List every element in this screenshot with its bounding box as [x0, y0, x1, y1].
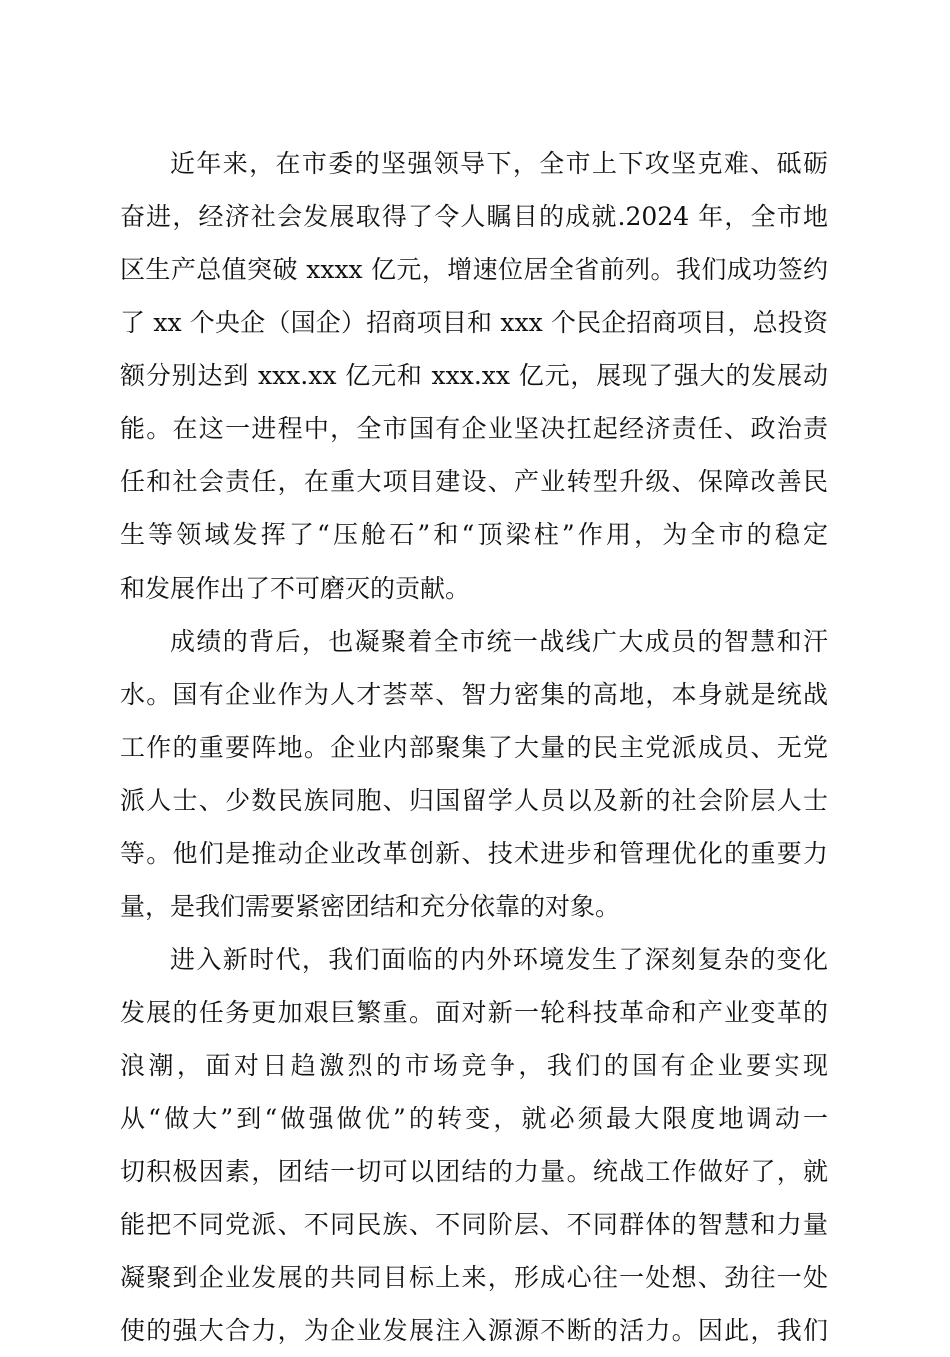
text-line: 成绩的背后，也凝聚着全市统一战线广大成员的智慧和汗 [170, 626, 828, 656]
paragraph-1 [120, 137, 828, 615]
text-line: 派人士、少数民族同胞、归国留学人员以及新的社会阶层人士 [120, 785, 828, 815]
document-body [120, 137, 828, 1357]
text-line: 生等领域发挥了“压舱石”和“顶梁柱”作用，为全市的稳定 [120, 520, 828, 550]
text-line: 工作的重要阵地。企业内部聚集了大量的民主党派成员、无党 [120, 732, 828, 762]
text-line: 等。他们是推动企业改革创新、技术进步和管理优化的重要力 [120, 838, 828, 868]
text-line: 能。在这一进程中，全市国有企业坚决扛起经济责任、政治责 [120, 414, 828, 444]
text-line: 从“做大”到“做强做优”的转变，就必须最大限度地调动一 [120, 1104, 828, 1134]
text-line: 奋进，经济社会发展取得了令人瞩目的成就.2024 年，全市地 [120, 202, 828, 232]
text-line: 了 xx 个央企（国企）招商项目和 xxx 个民企招商项目，总投资 [120, 308, 828, 338]
text-line: 近年来，在市委的坚强领导下，全市上下攻坚克难、砥砺 [170, 149, 828, 178]
text-line: 和发展作出了不可磨灭的贡献。 [120, 573, 471, 603]
paragraph-2 [120, 615, 828, 933]
text-line: 能把不同党派、不同民族、不同阶层、不同群体的智慧和力量 [120, 1210, 828, 1240]
paragraph-3 [120, 933, 828, 1357]
text-line: 水。国有企业作为人才荟萃、智力密集的高地，本身就是统战 [120, 679, 828, 709]
text-line: 量，是我们需要紧密团结和充分依靠的对象。 [120, 891, 621, 921]
text-line: 区生产总值突破 xxxx 亿元，增速位居全省前列。我们成功签约 [120, 255, 828, 285]
text-line: 使的强大合力，为企业发展注入源源不断的活力。因此，我们 [120, 1316, 828, 1346]
text-line: 浪潮，面对日趋激烈的市场竞争，我们的国有企业要实现 [120, 1051, 828, 1081]
text-line: 进入新时代，我们面临的内外环境发生了深刻复杂的变化 [170, 944, 828, 974]
text-line: 任和社会责任，在重大项目建设、产业转型升级、保障改善民 [120, 467, 828, 497]
text-line: 切积极因素，团结一切可以团结的力量。统战工作做好了，就 [120, 1157, 828, 1187]
text-line: 发展的任务更加艰巨繁重。面对新一轮科技革命和产业变革的 [120, 998, 828, 1027]
text-line: 凝聚到企业发展的共同目标上来，形成心往一处想、劲往一处 [120, 1263, 828, 1293]
text-line: 额分别达到 xxx.xx 亿元和 xxx.xx 亿元，展现了强大的发展动 [120, 361, 828, 391]
